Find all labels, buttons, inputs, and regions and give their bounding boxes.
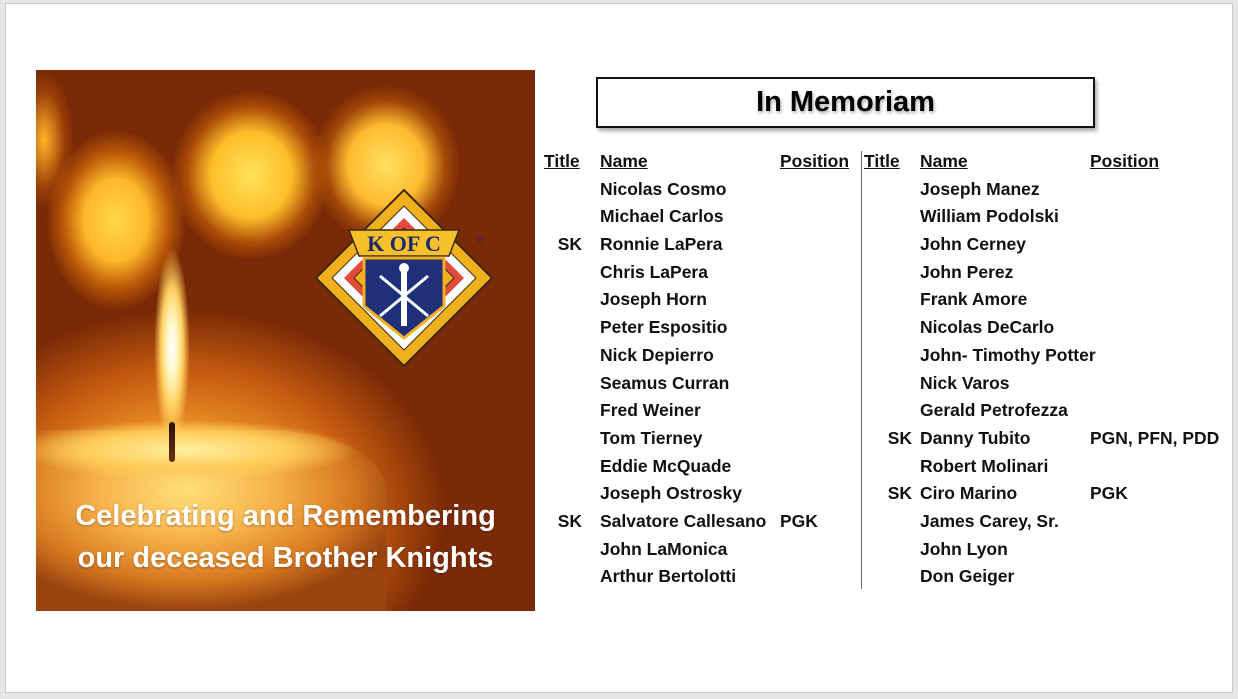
caption-line-1: Celebrating and Remembering <box>75 500 496 532</box>
member-name: Frank Amore <box>920 289 1028 310</box>
member-name: John Cerney <box>920 234 1026 255</box>
member-name: Ciro Marino <box>920 483 1018 504</box>
caption-line-2: our deceased Brother Knights <box>77 542 494 574</box>
header-title: Title <box>864 151 900 171</box>
member-name: Nicolas Cosmo <box>600 178 727 199</box>
member-name: Joseph Ostrosky <box>600 483 742 504</box>
member-name: Robert Molinari <box>920 455 1049 476</box>
svg-text:®: ® <box>477 235 484 245</box>
member-name: Seamus Curran <box>600 372 730 393</box>
header-position: Position <box>1090 151 1160 171</box>
member-name: John LaMonica <box>600 538 728 559</box>
member-name: Nick Depierro <box>600 344 714 365</box>
header-position: Position <box>780 151 850 171</box>
member-name: James Carey, Sr. <box>920 510 1059 531</box>
column-divider <box>861 151 862 589</box>
wick <box>169 422 175 462</box>
member-title: SK <box>557 510 582 531</box>
member-title: SK <box>887 483 912 504</box>
member-position: PGN, PFN, PDD <box>1090 427 1220 448</box>
candle-photo <box>36 70 535 611</box>
member-name: William Podolski <box>920 206 1059 227</box>
member-name: John Lyon <box>920 538 1008 559</box>
member-name: Eddie McQuade <box>600 455 732 476</box>
page-title: In Memoriam <box>756 86 935 118</box>
member-name: Ronnie LaPera <box>600 234 723 255</box>
member-position: PGK <box>1090 483 1128 504</box>
header-name: Name <box>920 151 968 171</box>
member-name: Gerald Petrofezza <box>920 400 1068 421</box>
svg-text:K OF C: K OF C <box>367 231 441 256</box>
member-position: PGK <box>780 510 818 531</box>
member-name: Arthur Bertolotti <box>600 566 737 587</box>
member-name: Michael Carlos <box>600 206 724 227</box>
image-caption <box>36 495 535 579</box>
member-name: Nicolas DeCarlo <box>920 317 1055 338</box>
member-name: John Perez <box>920 261 1014 282</box>
candle-top <box>36 420 366 480</box>
member-name: John- Timothy Potter <box>920 344 1096 365</box>
slide <box>5 3 1233 693</box>
member-name: Peter Espositio <box>600 317 728 338</box>
member-name: Nick Varos <box>920 372 1010 393</box>
kofc-emblem-icon <box>314 188 494 368</box>
member-name: Don Geiger <box>920 566 1015 587</box>
flame-icon <box>154 238 190 438</box>
member-title: SK <box>887 427 912 448</box>
member-name: Chris LaPera <box>600 261 708 282</box>
member-name: Danny Tubito <box>920 427 1031 448</box>
header-name: Name <box>600 151 648 171</box>
header-title: Title <box>544 151 580 171</box>
member-name: Fred Weiner <box>600 400 701 421</box>
member-title: SK <box>557 234 582 255</box>
page-title-box <box>596 77 1095 128</box>
member-name: Joseph Manez <box>920 178 1040 199</box>
member-name: Tom Tierney <box>600 427 703 448</box>
member-name: Salvatore Callesano <box>600 510 767 531</box>
member-name: Joseph Horn <box>600 289 707 310</box>
